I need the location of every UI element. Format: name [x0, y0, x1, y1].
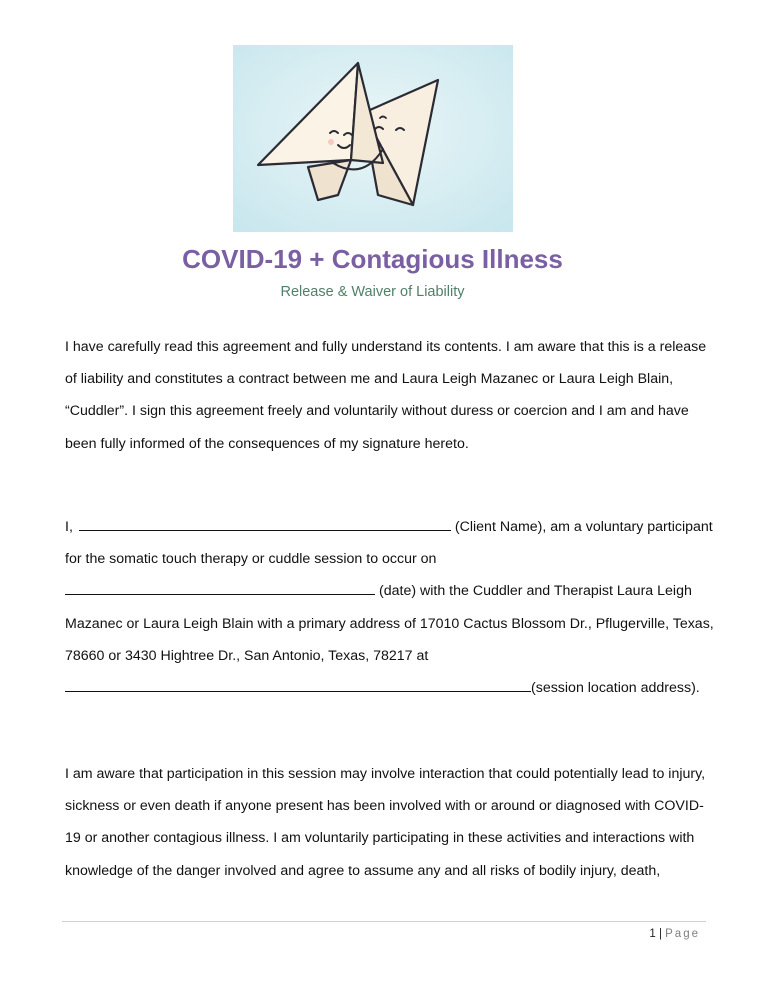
footer-divider	[62, 921, 706, 922]
date-blank[interactable]	[65, 580, 375, 595]
paragraph-prefix: I,	[65, 519, 73, 535]
client-name-blank[interactable]	[79, 516, 451, 531]
participant-paragraph	[65, 511, 715, 704]
hugging-paper-planes-illustration	[233, 45, 513, 232]
document-title: COVID-19 + Contagious Illness	[182, 244, 563, 274]
agreement-paragraph: I have carefully read this agreement and fully understand its contents. I am aware that this is a release of liability and constitutes a contract between me and Laura Leigh Mazanec or Laura Leigh Blain, “Cuddler”. I sign this agreement freely and voluntarily without duress or coercion and I am and have been fully informed of the consequences of my signature hereto.	[65, 339, 707, 452]
session-location-blank[interactable]	[65, 677, 531, 692]
risk-paragraph: I am aware that participation in this session may involve interaction that could potentially lead to injury, sickness or even death if anyone present has been involved with or around or diagnosed with COVID-19 or another contagious illness. I am voluntarily participating in these activities and interactions with knowledge of the danger involved and agree to assume any and all risks of bodily injury, death,	[65, 766, 706, 879]
page-number: 1	[649, 928, 656, 940]
page-footer	[649, 928, 700, 940]
paper-planes-icon	[233, 45, 513, 232]
document-subtitle: Release & Waiver of Liability	[280, 284, 465, 300]
page-separator: |	[658, 928, 662, 940]
page-label: Page	[665, 928, 700, 940]
after-address-text: (session location address).	[531, 680, 700, 697]
after-date-text: (date) with the Cuddler and Therapist Laura Leigh Mazanec or Laura Leigh Blain with a primary address of 17010 Cactus Blossom Dr., Pflugerville, Texas, 78660 or 3430 Hightree Dr., San Antonio, Texas, 78217 at	[65, 583, 714, 664]
after-name-text: (Client Name), am a voluntary participant for the somatic touch therapy or cuddle session to occur on	[65, 519, 713, 568]
